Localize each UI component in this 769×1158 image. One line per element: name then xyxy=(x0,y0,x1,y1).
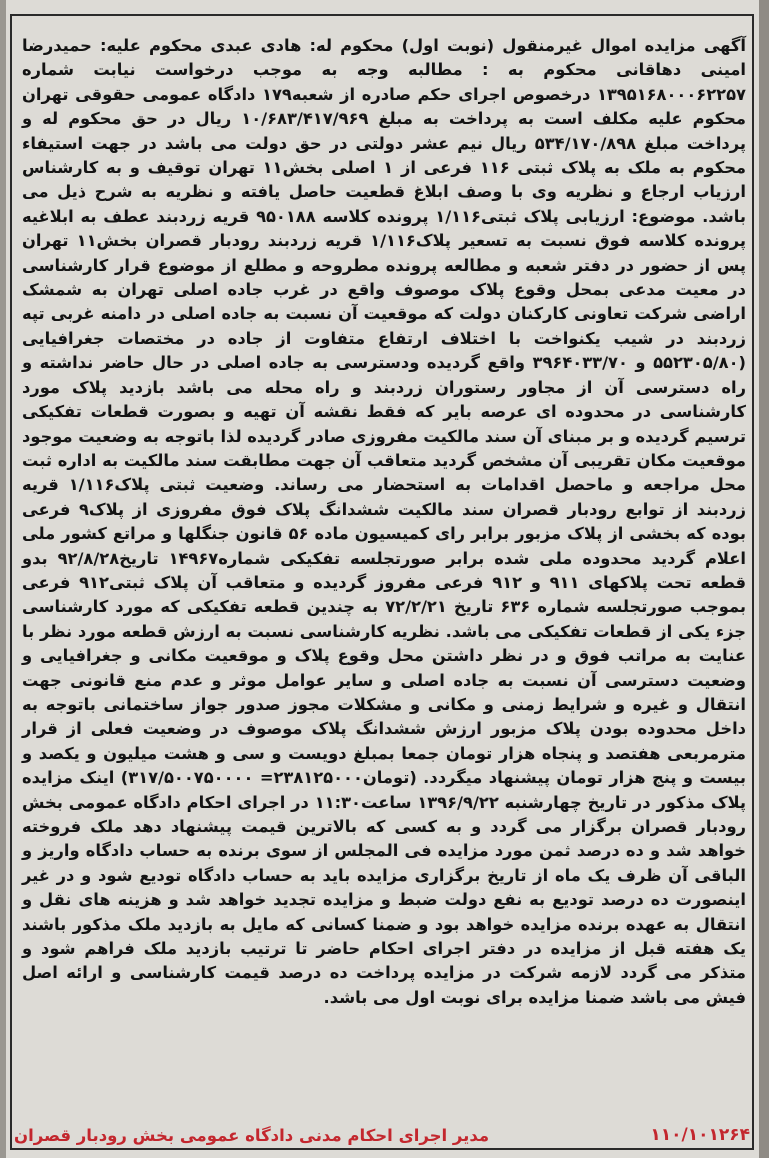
notice-code: ۱۱۰/۱۰۱۲۶۴ xyxy=(650,1125,750,1145)
auction-notice-text: آگهی مزایده اموال غیرمنقول (نوبت اول) محکوم له: هادی عبدی محکوم علیه: حمیدرضا امینی دهاقانی محکوم به : مطالبه وجه به موجب درخواست نیابت شماره ۱۳۹۵۱۶۸۰۰۰۶۲۲۵۷ درخصوص اجرای حکم صادره از شعبه۱۷۹ دادگاه عمومی حقوقی تهران محکوم علیه مکلف است به پرداخت به مبلغ ۱۰/۶۸۳/۴۱۷/۹۶۹ ریال در حق محکوم له و پرداخت مبلغ ۵۳۴/۱۷۰/۸۹۸ ریال نیم عشر دولتی در حق دولت می باشد در جهت استیفاء محکوم به ملک به پلاک ثبتی ۱۱۶ فرعی از ۱ اصلی بخش۱۱ تهران توقیف و به کارشناس ارزیاب ارجاع و نظریه وی با وصف ابلاغ قطعیت حاصل یافته و نظریه به شرح ذیل می باشد. موضوع: ارزیابی پلاک ثبتی۱/۱۱۶ پرونده کلاسه ۹۵۰۱۸۸ قریه زردبند عطف به ابلاغیه پرونده کلاسه فوق نسبت به تسعیر پلاک۱/۱۱۶ قریه زردبند رودبار قصران بخش۱۱ تهران پس از حضور در دفتر شعبه و مطالعه پرونده مطروحه و مطلع از موضوع قرار کارشناسی در معیت مدعی بمحل وقوع پلاک موصوف واقع در غرب جاده اصلی تهران به شمشک اراضی شرکت تعاونی کارکنان دولت که موقعیت آن نسبت به جاده اصلی در دامنه غربی تپه زردبند در شیب یکنواخت با اختلاف ارتفاع متفاوت از جاده در مختصات جغرافیایی (۵۵۲۳۰۵/۸۰ و ۳۹۶۴۰۳۳/۷۰ واقع گردیده ودسترسی به جاده اصلی در حال حاضر نداشته و راه دسترسی آن از مجاور رستوران زردبند و راه محله می باشد بازدید پلاک مورد کارشناسی در محدوده ای عرصه بایر که فقط نقشه آن تهیه و بصورت قطعات تفکیکی ترسیم گردیده و بر مبنای آن سند مالکیت مفروزی صادر گردیده لذا باتوجه به وضعیت موجود موقعیت مکان تقریبی آن مشخص گردید متعاقب آن جهت مطابقت سند مالکیت به اداره ثبت محل مراجعه و ماحصل اقدامات به استحضار می رساند. وضعیت ثبتی پلاک۱/۱۱۶ قریه زردبند از توابع رودبار قصران سند مالکیت ششدانگ پلاک فوق مفروزی از پلاک۹ فرعی بوده که بخشی از پلاک مزبور برابر رای کمیسیون ماده ۵۶ قانون جنگلها و مراتع کشور ملی اعلام گردید محدوده ملی شده برابر صورتجلسه تفکیکی شماره۱۴۹۶۷ تاریخ۹۲/۸/۲۸ بدو قطعه تحت پلاکهای ۹۱۱ و ۹۱۲ فرعی مفروز گردیده و متعاقب آن پلاک ثبتی۹۱۲ فرعی بموجب صورتجلسه شماره ۶۳۶ تاریخ ۷۲/۲/۲۱ به چندین قطعه تفکیکی که مورد کارشناسی جزء یکی از قطعات تفکیکی می باشد. نظریه کارشناسی نسبت به ارزش قطعه مورد نظر با عنایت به مراتب فوق و در نظر داشتن محل وقوع پلاک و موقعیت مکانی و جغرافیایی و وضعیت دسترسی آن نسبت به جاده اصلی و سایر عوامل موثر و عدم منع قانونی جهت انتقال و غیره و شرایط زمنی و مکانی و مشکلات مجوز صدور جواز ساختمانی باتوجه به داخل محدوده بودن پلاک مزبور ارزش ششدانگ پلاک موصوف در وضعیت فعلی از قرار مترمربعی هفتصد و پنجاه هزار تومان جمعا بمبلغ دویست و سی و هشت میلیون و یکصد و بیست و پنج هزار تومان پیشنهاد میگردد. (تومان۲۳۸۱۲۵۰۰۰= ۳۱۷/۵۰۰۷۵۰۰۰۰) اینک مزایده پلاک مذکور در تاریخ چهارشنبه ۱۳۹۶/۹/۲۲ ساعت۱۱:۳۰ در اجرای احکام دادگاه عمومی بخش رودبار قصران برگزار می گردد و به کسی که بالاترین قیمت پیشنهاد دهد ملک فروخته خواهد شد و ده درصد ثمن مورد مزایده فی المجلس از سوی برنده به حساب دادگاه واریز و الباقی آن ظرف یک ماه از تاریخ برگزاری مزایده باید به حساب دادگاه تودیع شود و در غیر اینصورت ده درصد تودیع به نفع دولت ضبط و مزایده تجدید خواهد شد و هزینه های نقل و انتقال به عهده برنده مزایده خواهد بود و ضمنا کسانی که مایل به بازدید ملک مذکور باشند یک هفته قبل از مزایده در دفتر اجرای احکام حاضر تا ترتیب بازدید ملک فراهم شود و متذکر می گردد لازمه شرکت در مزایده پرداخت ده درصد قیمت کارشناسی و ارائه اصل فیش می باشد ضمنا مزایده برای نوبت اول می باشد. xyxy=(22,36,747,1007)
page-right-edge xyxy=(759,0,769,1158)
notice-footer xyxy=(14,1120,750,1150)
signature-line: مدیر اجرای احکام مدنی دادگاه عمومی بخش رودبار قصران xyxy=(14,1125,490,1145)
page-left-edge xyxy=(0,0,6,1158)
